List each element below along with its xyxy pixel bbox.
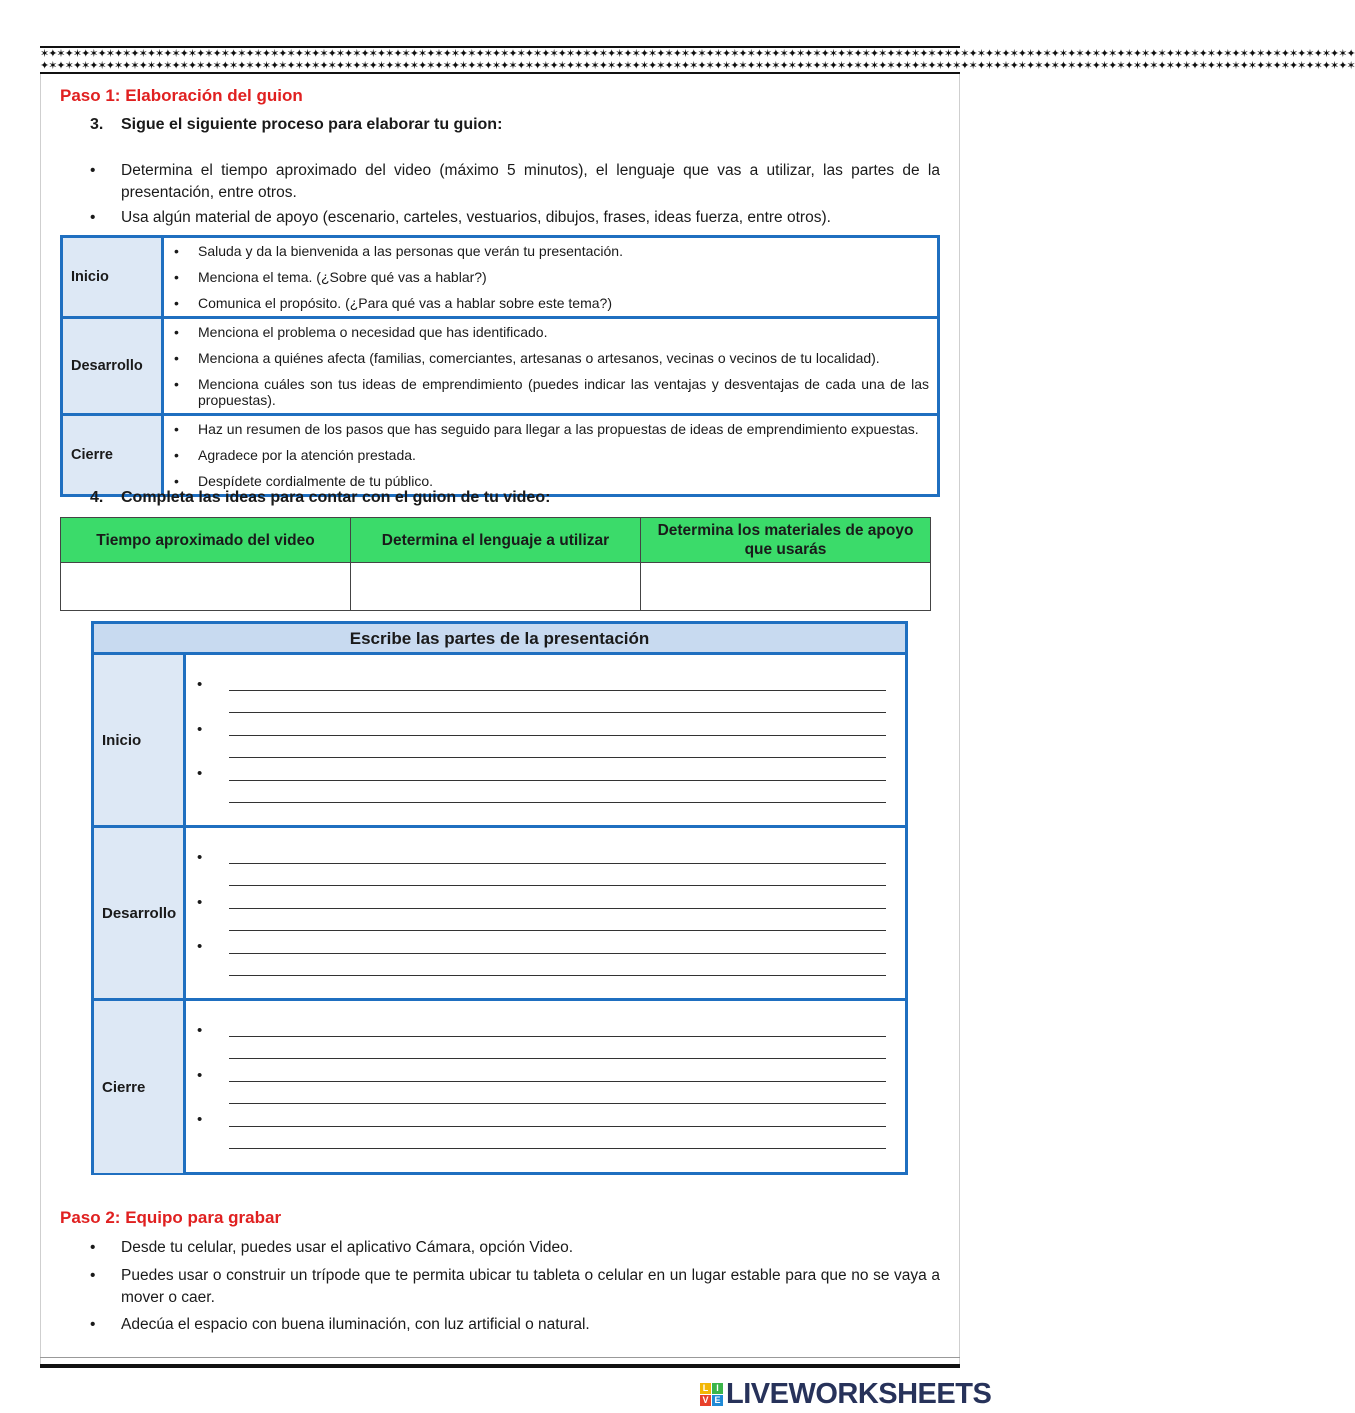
guide-row-inicio	[62, 237, 939, 318]
answer-line[interactable]	[229, 1148, 886, 1149]
question-4-heading	[90, 489, 550, 507]
guide-item: • Menciona a quiénes afecta (familias, comerciantes, artesanas o artesanos, vecinas o vecinos de tu localidad).	[164, 345, 937, 371]
bullet-dot: •	[90, 162, 96, 179]
guide-item: • Menciona el problema o necesidad que has identificado.	[164, 319, 937, 345]
question-3-number: 3.	[90, 116, 104, 133]
answer-tiempo-cell[interactable]	[61, 563, 351, 611]
equipment-bullet-text: Desde tu celular, puedes usar el aplicativo Cámara, opción Video.	[121, 1239, 574, 1256]
equipment-bullet	[90, 1314, 940, 1336]
answer-line[interactable]	[229, 712, 886, 713]
parts-row-label: Desarrollo	[94, 828, 186, 998]
bullet-dot: •	[197, 721, 203, 738]
answer-lenguaje-cell[interactable]	[351, 563, 641, 611]
answer-line[interactable]	[229, 863, 886, 864]
guide-item: • Despídete cordialmente de tu público.	[164, 468, 937, 494]
bullet-dot: •	[197, 894, 203, 911]
guide-row-desarrollo	[62, 318, 939, 415]
liveworksheets-brand[interactable]	[700, 1378, 991, 1411]
intro-bullet-text: Usa algún material de apoyo (escenario, carteles, vestuarios, dibujos, frases, ideas fuerza, entre otros).	[121, 209, 831, 226]
answer-line[interactable]	[229, 1036, 886, 1037]
equipment-bullet-text: Adecúa el espacio con buena iluminación, con luz artificial o natural.	[121, 1316, 590, 1333]
guide-item: • Agradece por la atención prestada.	[164, 442, 937, 468]
guide-row-content	[163, 237, 939, 318]
bullet-dot: •	[197, 676, 203, 693]
video-ideas-table	[60, 517, 931, 611]
answer-materiales-cell[interactable]	[641, 563, 931, 611]
bullet-dot: •	[197, 1111, 203, 1128]
bullet-dot: •	[197, 849, 203, 866]
header-tiempo: Tiempo aproximado del video	[61, 518, 351, 563]
parts-row-label: Inicio	[94, 655, 186, 825]
bullet-dot: •	[90, 1239, 96, 1256]
logo-letter: L	[700, 1383, 711, 1394]
answer-line[interactable]	[229, 953, 886, 954]
answer-line[interactable]	[229, 1103, 886, 1104]
answer-line[interactable]	[229, 1081, 886, 1082]
question-4-text: Completa las ideas para contar con el guion de tu video:	[121, 489, 551, 506]
answer-line[interactable]	[229, 1126, 886, 1127]
question-3-heading	[90, 116, 502, 134]
guide-row-label: Desarrollo	[62, 318, 163, 415]
answer-line[interactable]	[229, 780, 886, 781]
bullet-dot: •	[197, 765, 203, 782]
parts-table-title: Escribe las partes de la presentación	[94, 624, 905, 655]
footer-rule	[40, 1357, 960, 1358]
answer-line[interactable]	[229, 690, 886, 691]
answer-line[interactable]	[229, 975, 886, 976]
writing-lines[interactable]	[186, 1001, 905, 1173]
answer-line[interactable]	[229, 885, 886, 886]
star-row: ✦✶✦✶✦✶✦✶✦✶✦✶✦✶✦✶✦✶✦✶✦✶✦✶✦✶✦✶✦✶✦✶✦✶✦✶✦✶✦✶✦✶✦✶✦✶✦✶✦✶✦✶✦✶✦✶✦✶✦✶✦✶✦✶✦✶✦✶✦✶✦✶✦✶✦✶✦✶✦✶✦✶✦✶✦✶✦✶✦✶✦✶✦✶✦✶✦✶✦✶✦✶✦✶✦✶✦✶✦✶✦✶✦✶✦✶✦✶✦✶✦✶✦✶✦✶✦✶✦✶✦✶✦✶✦✶✦✶✦✶✦✶✦✶✦✶✦✶✦✶✦✶✦✶✦✶✦✶✦✶	[40, 59, 1355, 72]
answer-line[interactable]	[229, 802, 886, 803]
bullet-dot: •	[90, 209, 96, 226]
liveworksheets-logo-icon	[700, 1383, 723, 1406]
bullet-dot: •	[90, 1316, 96, 1333]
step1-title: Paso 1: Elaboración del guion	[60, 86, 303, 105]
guide-row-content	[163, 318, 939, 415]
intro-bullet	[90, 160, 940, 204]
question-3-text: Sigue el siguiente proceso para elaborar tu guion:	[121, 116, 503, 133]
parts-row-desarrollo	[94, 828, 905, 1001]
answer-line[interactable]	[229, 1058, 886, 1059]
writing-lines[interactable]	[186, 828, 905, 998]
guide-item: • Haz un resumen de los pasos que has seguido para llegar a las propuestas de ideas de emprendimiento expuestas.	[164, 416, 937, 442]
guide-row-content	[163, 415, 939, 496]
intro-bullet-text: Determina el tiempo aproximado del video (máximo 5 minutos), el lenguaje que vas a utilizar, las partes de la presentación, entre otros.	[121, 162, 940, 201]
guide-item: • Saluda y da la bienvenida a las personas que verán tu presentación.	[164, 238, 937, 264]
script-guide-table	[60, 235, 940, 497]
equipment-bullet-text: Puedes usar o construir un trípode que te permita ubicar tu tableta o celular en un lugar estable para que no se vaya a mover o caer.	[121, 1267, 940, 1306]
guide-row-label: Inicio	[62, 237, 163, 318]
decorative-star-border	[40, 46, 1355, 74]
intro-bullet	[90, 207, 940, 229]
parts-row-label: Cierre	[94, 1001, 186, 1173]
header-materiales: Determina los materiales de apoyo que usarás	[641, 518, 931, 563]
logo-letter: I	[712, 1383, 723, 1394]
video-ideas-header-row	[61, 518, 931, 563]
bullet-dot: •	[197, 938, 203, 955]
guide-row-cierre	[62, 415, 939, 496]
logo-letter: E	[712, 1395, 723, 1406]
presentation-parts-table	[91, 621, 908, 1175]
brand-wordmark: LIVEWORKSHEETS	[726, 1378, 992, 1410]
step2-title: Paso 2: Equipo para grabar	[60, 1208, 282, 1227]
header-lenguaje: Determina el lenguaje a utilizar	[351, 518, 641, 563]
logo-letter: V	[700, 1395, 711, 1406]
bullet-dot: •	[90, 1267, 96, 1284]
answer-line[interactable]	[229, 930, 886, 931]
footer-rule-thick	[40, 1364, 960, 1368]
writing-lines[interactable]	[186, 655, 905, 825]
guide-row-label: Cierre	[62, 415, 163, 496]
guide-item: • Menciona el tema. (¿Sobre qué vas a hablar?)	[164, 264, 937, 290]
answer-line[interactable]	[229, 908, 886, 909]
parts-row-cierre	[94, 1001, 905, 1173]
equipment-bullet	[90, 1237, 940, 1259]
answer-line[interactable]	[229, 757, 886, 758]
star-row: ✶✦✶✦✶✦✶✦✶✦✶✦✶✦✶✦✶✦✶✦✶✦✶✦✶✦✶✦✶✦✶✦✶✦✶✦✶✦✶✦✶✦✶✦✶✦✶✦✶✦✶✦✶✦✶✦✶✦✶✦✶✦✶✦✶✦✶✦✶✦✶✦✶✦✶✦✶✦✶✦✶✦✶✦✶✦✶✦✶✦✶✦✶✦✶✦✶✦✶✦✶✦✶✦✶✦✶✦✶✦✶✦✶✦✶✦✶✦✶✦✶✦✶✦✶✦✶✦✶✦✶✦✶✦✶✦✶✦✶✦✶✦✶✦✶✦✶✦✶✦✶✦✶✦✶✦✶✦✶✦	[40, 47, 1355, 60]
guide-item: • Comunica el propósito. (¿Para qué vas a hablar sobre este tema?)	[164, 290, 937, 316]
bullet-dot: •	[197, 1067, 203, 1084]
answer-line[interactable]	[229, 735, 886, 736]
video-ideas-answer-row	[61, 563, 931, 611]
question-4-number: 4.	[90, 489, 104, 506]
guide-item: • Menciona cuáles son tus ideas de emprendimiento (puedes indicar las ventajas y desventajas de cada una de las propuestas).	[164, 371, 937, 413]
bullet-dot: •	[197, 1022, 203, 1039]
parts-row-inicio	[94, 655, 905, 828]
equipment-bullet	[90, 1265, 940, 1309]
